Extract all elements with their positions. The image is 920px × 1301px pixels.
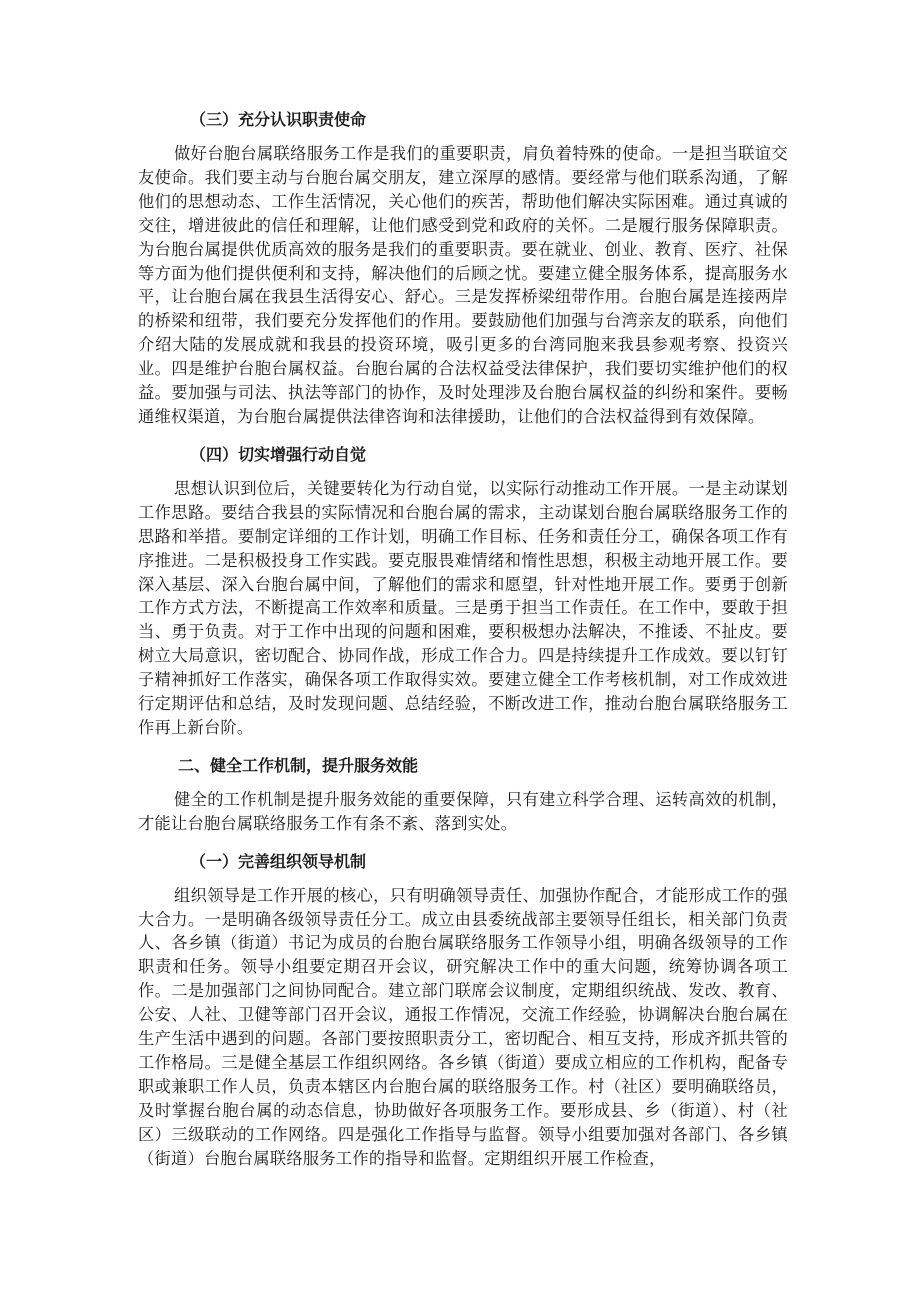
section-heading-3: （三）充分认识职责使命 bbox=[190, 110, 367, 129]
chapter-intro-paragraph: 健全的工作机制是提升服务效能的重要保障，只有建立科学合理、运转高效的机制，才能让台胞台属联络服务工作有条不紊、落到实处。 bbox=[138, 789, 788, 833]
section-paragraph-4: 思想认识到位后，关键要转化为行动自觉，以实际行动推动工作开展。一是主动谋划工作思路。要结合我县的实际情况和台胞台属的需求，主动谋划台胞台属联络服务工作的思路和举措。要制定详细的工作计划，明确工作目标、任务和责任分工，确保各项工作有序推进。二是积极投身工作实践。要克服畏难情绪和惰性思想，积极主动地开展工作。要深入基层、深入台胞台属中间，了解他们的需求和愿望，针对性地开展工作。要勇于创新工作方式方法，不断提高工作效率和质量。三是勇于担当工作责任。在工作中，要敢于担当、勇于负责。对于工作中出现的问题和困难，要积极想办法解决，不推诿、不扯皮。要树立大局意识，密切配合、协同作战，形成工作合力。四是持续提升工作成效。要以钉钉子精神抓好工作落实，确保各项工作取得实效。要建立健全工作考核机制，对工作成效进行定期评估和总结，及时发现问题、总结经验，不断改进工作，推动台胞台属联络服务工作再上新台阶。 bbox=[138, 478, 788, 737]
section-heading-4: （四）切实增强行动自觉 bbox=[190, 444, 367, 464]
document-body bbox=[138, 106, 788, 1171]
chapter-heading-2: 二、健全工作机制，提升服务效能 bbox=[178, 755, 419, 775]
section-paragraph-3: 做好台胞台属联络服务工作是我们的重要职责，肩负着特殊的使命。一是担当联谊交友使命。我们要主动与台胞台属交朋友，建立深厚的感情。要经常与他们联系沟通，了解他们的思想动态、工作生活情况，关心他们的疾苦，帮助他们解决实际困难。通过真诚的交往，增进彼此的信任和理解，让他们感受到党和政府的关怀。二是履行服务保障职责。为台胞台属提供优质高效的服务是我们的重要职责。要在就业、创业、教育、医疗、社保等方面为他们提供便利和支持，解决他们的后顾之忧。要建立健全服务体系，提高服务水平，让台胞台属在我县生活得安心、舒心。三是发挥桥梁纽带作用。台胞台属是连接两岸的桥梁和纽带，我们要充分发挥他们的作用。要鼓励他们加强与台湾亲友的联系，向他们介绍大陆的发展成就和我县的投资环境，吸引更多的台湾同胞来我县参观考察、投资兴业。四是维护台胞台属权益。台胞台属的合法权益受法律保护，我们要切实维护他们的权益。要加强与司法、执法等部门的协作，及时处理涉及台胞台属权益的纠纷和案件。要畅通维权渠道，为台胞台属提供法律咨询和法律援助，让他们的合法权益得到有效保障。 bbox=[138, 144, 788, 426]
section-paragraph-1: 组织领导是工作开展的核心，只有明确领导责任、加强协作配合，才能形成工作的强大合力。一是明确各级领导责任分工。成立由县委统战部主要领导任组长，相关部门负责人、各乡镇（街道）书记为成员的台胞台属联络服务工作领导小组，明确各级领导的工作职责和任务。领导小组要定期召开会议，研究解决工作中的重大问题，统筹协调各项工作。二是加强部门之间协同配合。建立部门联席会议制度，定期组织统战、发改、教育、公安、人社、卫健等部门召开会议，通报工作情况，交流工作经验，协调解决台胞台属在生产生活中遇到的问题。各部门要按照职责分工，密切配合、相互支持，形成齐抓共管的工作格局。三是健全基层工作组织网络。各乡镇（街道）要成立相应的工作机构，配备专职或兼职工作人员，负责本辖区内台胞台属的联络服务工作。村（社区）要明确联络员，及时掌握台胞台属的动态信息，协助做好各项服务工作。要形成县、乡（街道）、村（社区）三级联动的工作网络。四是强化工作指导与监督。领导小组要加强对各部门、各乡镇（街道）台胞台属联络服务工作的指导和监督。定期组织开展工作检查， bbox=[138, 885, 788, 1168]
section-heading-1: （一）完善组织领导机制 bbox=[190, 851, 367, 871]
